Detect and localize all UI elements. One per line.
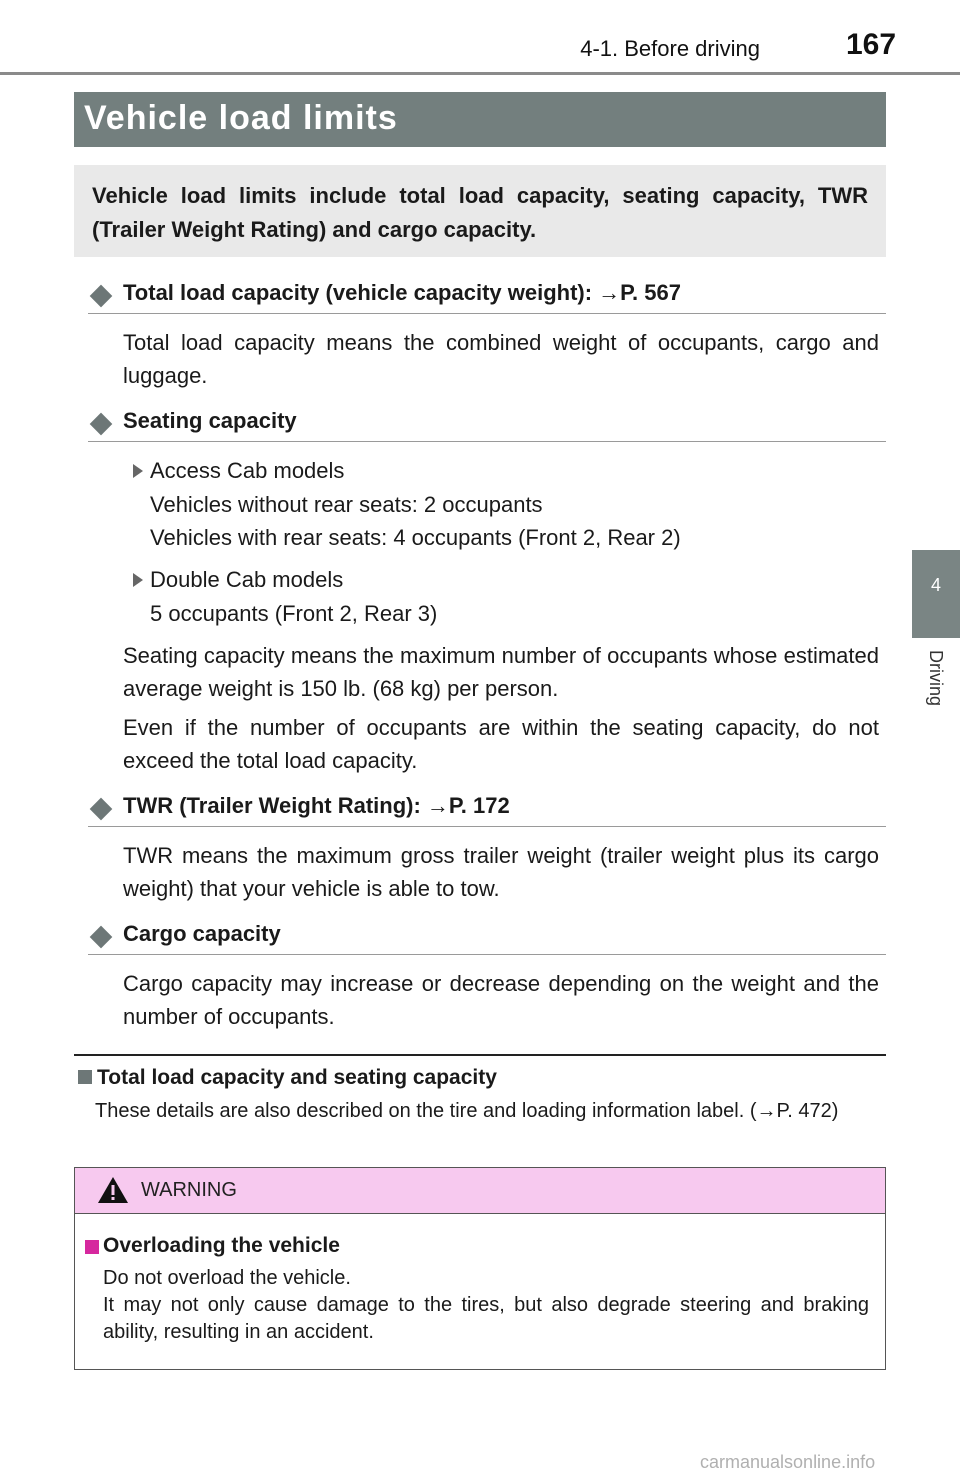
diamond-bullet-icon: [90, 285, 113, 308]
note-divider: [74, 1054, 886, 1056]
chapter-label: Driving: [926, 650, 946, 707]
note-title: Total load capacity and seating capacity: [97, 1066, 497, 1089]
seating-body: Seating capacity means the maximum number of occupants whose estimated average weight is 150 lb. (68 kg) per person.: [123, 643, 879, 701]
triangle-bullet-icon: [133, 573, 143, 587]
triangle-bullet-icon: [133, 464, 143, 478]
watermark: carmanualsonline.info: [700, 1452, 876, 1472]
access-cab-line: Vehicles without rear seats: 2 occupants: [150, 492, 543, 517]
access-cab-line: Vehicles with rear seats: 4 occupants (Front 2, Rear 2): [150, 525, 681, 550]
intro-box: [74, 165, 886, 257]
square-bullet-icon: [85, 1240, 99, 1254]
subheading-total-load: [88, 277, 886, 314]
warning-line: It may not only cause damage to the tires, but also degrade steering and braking ability, resulting in an accident.: [103, 1294, 869, 1343]
double-cab-label: Double Cab models: [150, 567, 344, 592]
section-reference: 4-1. Before driving: [580, 36, 760, 61]
subheading-text: TWR (Trailer Weight Rating): →P. 172: [123, 793, 510, 818]
seating-body: Even if the number of occupants are within the seating capacity, do not exceed the total load capacity.: [123, 715, 879, 773]
warning-triangle-icon: [97, 1176, 129, 1204]
intro-text: Vehicle load limits include total load capacity, seating capacity, TWR (Trailer Weight Rating) and cargo capacity.: [92, 183, 868, 242]
note-body: These details are also described on the tire and loading information label. (→P. 472): [95, 1100, 839, 1122]
warning-label: WARNING: [141, 1179, 237, 1201]
warning-title: Overloading the vehicle: [103, 1234, 340, 1257]
diamond-bullet-icon: [90, 926, 113, 949]
diamond-bullet-icon: [90, 798, 113, 821]
subheading-text: Seating capacity: [123, 408, 297, 433]
subheading-seating: [88, 405, 886, 442]
title-bar: [74, 92, 886, 147]
twr-body: TWR means the maximum gross trailer weight (trailer weight plus its cargo weight) that your vehicle is able to tow.: [123, 843, 879, 901]
warning-line: Do not overload the vehicle.: [103, 1267, 351, 1289]
double-cab-line: 5 occupants (Front 2, Rear 3): [150, 601, 438, 626]
warning-header: [75, 1168, 885, 1214]
page-number: 167: [846, 28, 897, 61]
warning-text: [103, 1265, 869, 1346]
chapter-number: 4: [930, 575, 941, 595]
subheading-text: Total load capacity (vehicle capacity weight): →P. 567: [123, 280, 681, 305]
subheading-text: Cargo capacity: [123, 921, 281, 946]
warning-box: [74, 1167, 886, 1370]
subheading-twr: [88, 790, 886, 827]
diamond-bullet-icon: [90, 413, 113, 436]
square-bullet-icon: [78, 1070, 92, 1084]
subheading-cargo: [88, 918, 886, 955]
total-load-body: Total load capacity means the combined weight of occupants, cargo and luggage.: [123, 330, 879, 388]
access-cab-label: Access Cab models: [150, 458, 345, 483]
page-title: Vehicle load limits: [84, 99, 398, 137]
cargo-body: Cargo capacity may increase or decrease depending on the weight and the number of occupants.: [123, 971, 879, 1029]
header-divider: [0, 72, 960, 75]
